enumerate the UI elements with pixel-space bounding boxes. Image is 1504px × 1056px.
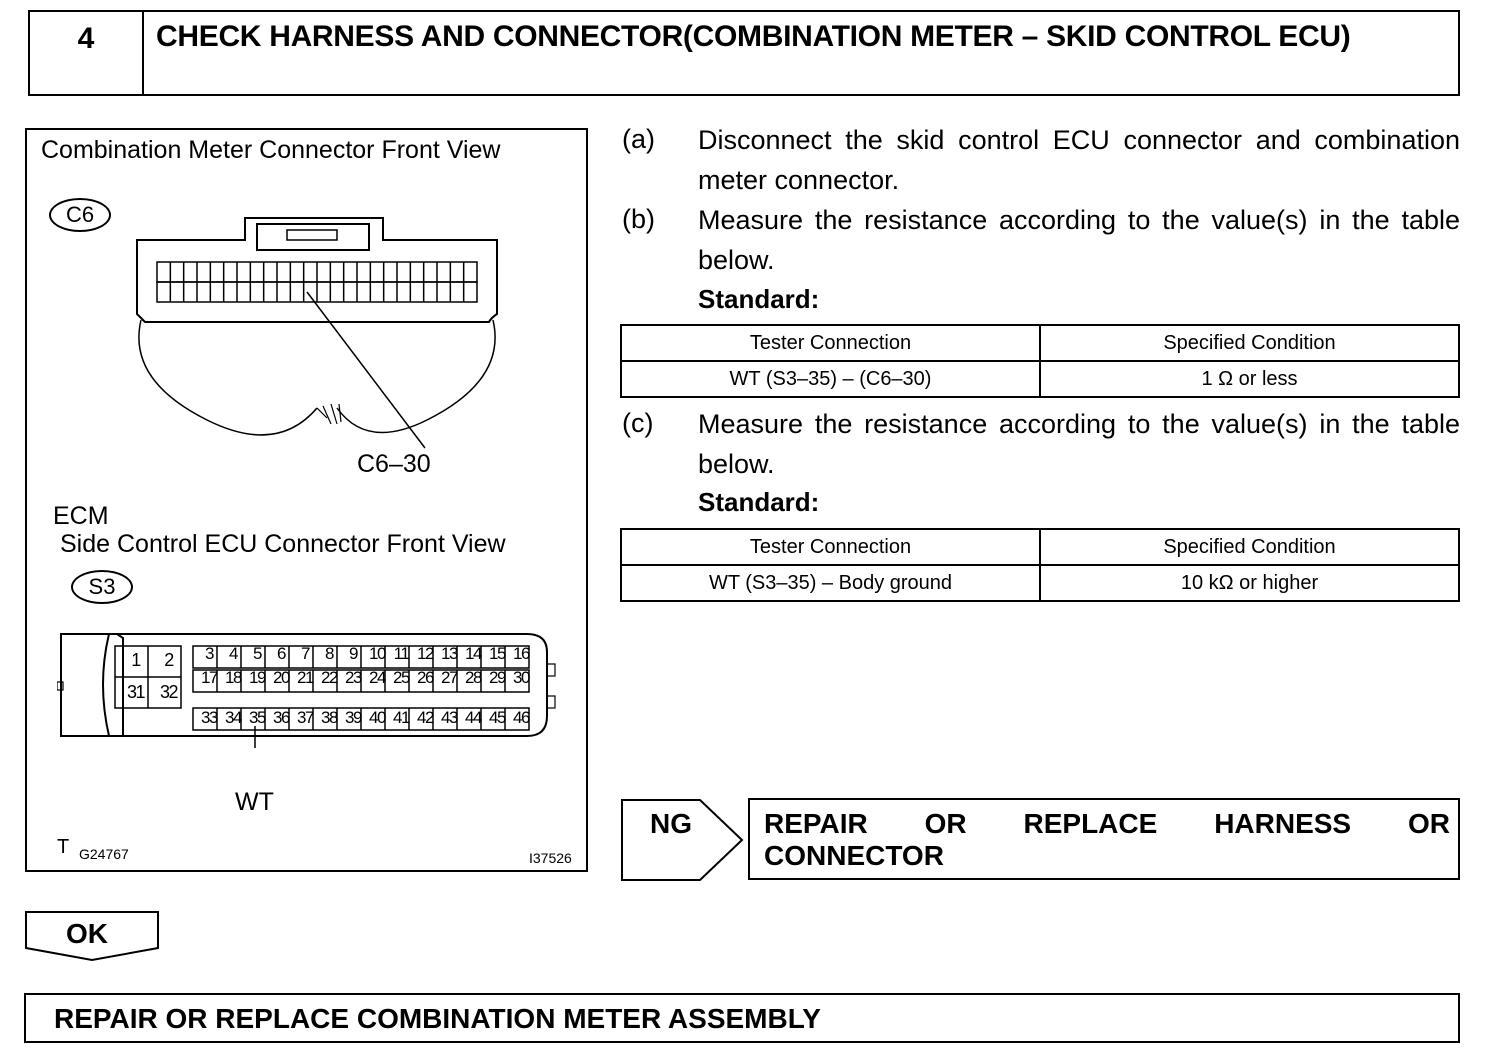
ecm-label: ECM <box>53 502 109 530</box>
s3-pin-number: 17 <box>201 668 217 687</box>
s3-pin-number: 22 <box>321 668 337 687</box>
s3-pin-number: 23 <box>345 668 361 687</box>
c6-title: Combination Meter Connector Front View <box>41 136 501 164</box>
final-action-box <box>24 993 1460 1043</box>
wt-label: WT <box>235 788 274 816</box>
table2-cell-condition: 10 kΩ or higher <box>1040 565 1459 601</box>
ng-action-box <box>748 798 1460 880</box>
s3-pin-number: 9 <box>349 644 357 663</box>
s3-pin-number: 39 <box>345 708 361 727</box>
step-c-text: Measure the resistance according to the value(s) in the table below. <box>698 409 1460 479</box>
s3-pin-number: 30 <box>513 668 529 687</box>
ng-label: NG <box>650 808 692 839</box>
s3-pin-number: 12 <box>417 644 433 663</box>
s3-pin-number: 8 <box>325 644 333 663</box>
s3-pin-number: 27 <box>441 668 457 687</box>
s3-pin-number: 42 <box>417 708 433 727</box>
spec-table-1 <box>620 324 1460 398</box>
s3-pin-number: 29 <box>489 668 505 687</box>
step-header <box>28 10 1460 96</box>
s3-pin-number: 25 <box>393 668 409 687</box>
table1-cell-tester: WT (S3–35) – (C6–30) <box>621 361 1040 397</box>
s3-pin-number: 43 <box>441 708 457 727</box>
s3-pin-number: 3 <box>205 644 213 663</box>
s3-pin-number: 36 <box>273 708 289 727</box>
s3-pin-row-1 <box>197 644 533 664</box>
table1-header-tester: Tester Connection <box>621 325 1040 361</box>
s3-pin-number: 37 <box>297 708 313 727</box>
step-title: CHECK HARNESS AND CONNECTOR(COMBINATION METER – SKID CONTROL ECU) <box>156 20 1351 53</box>
s3-left-pins-top <box>119 650 185 671</box>
table2-header-condition: Specified Condition <box>1040 529 1459 565</box>
s3-pin-number: 6 <box>277 644 285 663</box>
step-a-letter: (a) <box>622 124 655 154</box>
s3-pin-number: 33 <box>201 708 217 727</box>
s3-pin-number: 44 <box>465 708 481 727</box>
c6-connector-badge: C6 <box>49 198 111 232</box>
s3-pin-number: 19 <box>249 668 265 687</box>
s3-connector-badge: S3 <box>71 570 133 604</box>
s3-pin-number: 14 <box>465 644 481 663</box>
s3-pin-number: 2 <box>164 650 173 670</box>
ng-action-line-2: CONNECTOR <box>764 840 944 871</box>
s3-pin-number: 28 <box>465 668 481 687</box>
ng-action-word: OR <box>1408 808 1450 839</box>
s3-pin-row-2 <box>197 668 533 688</box>
table1-header-condition: Specified Condition <box>1040 325 1459 361</box>
final-action-text: REPAIR OR REPLACE COMBINATION METER ASSEMBLY <box>54 1003 821 1034</box>
c6-pin-label: C6–30 <box>357 450 431 478</box>
s3-pin-number: 13 <box>441 644 457 663</box>
figure-code-t: T <box>57 836 70 858</box>
step-b-letter: (b) <box>622 204 655 234</box>
step-c-letter: (c) <box>622 408 654 438</box>
s3-pin-number: 40 <box>369 708 385 727</box>
s3-left-pins-bottom <box>119 682 185 703</box>
table2-cell-tester: WT (S3–35) – Body ground <box>621 565 1040 601</box>
s3-pin-number: 32 <box>159 682 178 702</box>
s3-pin-number: 45 <box>489 708 505 727</box>
step-b-standard: Standard: <box>698 284 820 314</box>
s3-pin-number: 31 <box>126 682 145 702</box>
s3-pin-number: 5 <box>253 644 261 663</box>
ng-action-word: REPLACE <box>1023 808 1158 839</box>
figure-code-i: I37526 <box>529 850 572 866</box>
s3-pin-number: 35 <box>249 708 265 727</box>
s3-pin-number: 16 <box>513 644 529 663</box>
s3-pin-number: 41 <box>393 708 409 727</box>
step-a-text: Disconnect the skid control ECU connector and combination meter connector. <box>698 125 1460 195</box>
connector-figure <box>25 128 588 872</box>
ng-action-line-1 <box>764 808 1450 840</box>
table1-cell-condition: 1 Ω or less <box>1040 361 1459 397</box>
s3-pin-number: 4 <box>229 644 237 663</box>
s3-pin-number: 46 <box>513 708 529 727</box>
s3-pin-number: 7 <box>301 644 309 663</box>
s3-pin-number: 15 <box>489 644 505 663</box>
ng-action-word: HARNESS <box>1214 808 1352 839</box>
step-b-text: Measure the resistance according to the value(s) in the table below. <box>698 205 1460 275</box>
ok-label: OK <box>66 918 108 949</box>
ng-action-word: REPAIR <box>764 808 868 839</box>
spec-table-2 <box>620 528 1460 602</box>
s3-pin-number: 1 <box>131 650 140 670</box>
ng-action-text <box>764 808 1450 872</box>
step-number: 4 <box>30 12 144 94</box>
s3-title: Side Control ECU Connector Front View <box>60 530 506 558</box>
s3-pin-number: 20 <box>273 668 289 687</box>
s3-pin-number: 10 <box>369 644 385 663</box>
s3-pin-number: 38 <box>321 708 337 727</box>
ng-action-word: OR <box>924 808 967 839</box>
s3-pin-number: 34 <box>225 708 241 727</box>
table2-header-tester: Tester Connection <box>621 529 1040 565</box>
c6-connector-drawing <box>127 210 507 450</box>
s3-pin-number: 24 <box>369 668 385 687</box>
s3-pin-row-3 <box>197 708 533 728</box>
s3-pin-number: 18 <box>225 668 241 687</box>
s3-pin-number: 26 <box>417 668 433 687</box>
step-c-standard: Standard: <box>698 487 820 517</box>
s3-pin-number: 21 <box>297 668 313 687</box>
s3-pin-number: 11 <box>393 644 409 663</box>
figure-code-g: G24767 <box>79 846 129 862</box>
